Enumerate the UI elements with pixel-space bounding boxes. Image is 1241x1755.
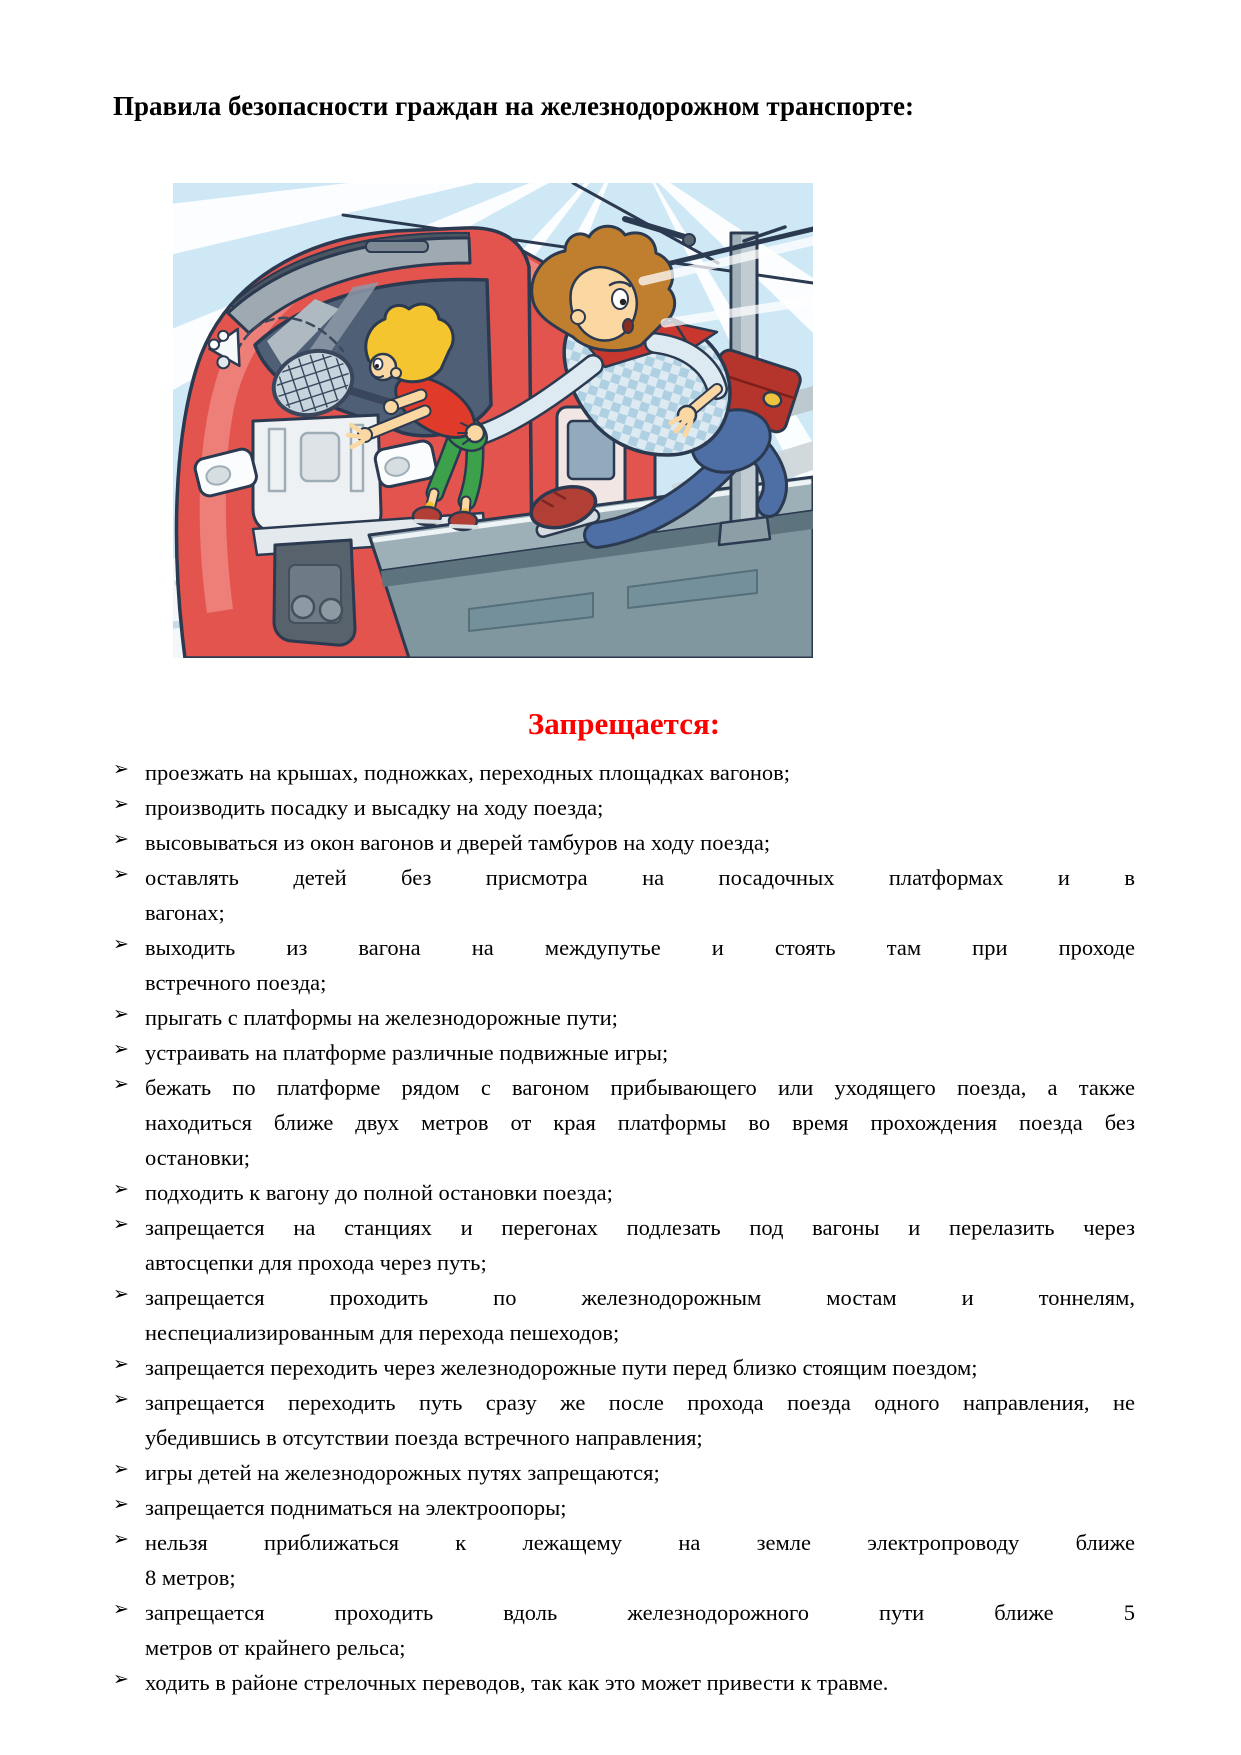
list-item-line: бежать по платформе рядом с вагоном прибывающего или уходящего поезда, а также — [145, 1075, 1135, 1100]
list-item-line: запрещается на станциях и перегонах подлезать под вагоны и перелазить через — [145, 1215, 1135, 1240]
list-item — [113, 790, 1135, 825]
list-item-line: запрещается переходить путь сразу же после прохода поезда одного направления, не — [145, 1390, 1135, 1415]
arrow-bullet-icon: ➢ — [113, 1388, 129, 1410]
list-item — [113, 825, 1135, 860]
safety-cartoon-image — [173, 183, 813, 658]
list-item-line: прыгать с платформы на железнодорожные пути; — [145, 1005, 618, 1030]
list-item — [113, 1210, 1135, 1280]
list-item-line: высовываться из окон вагонов и дверей тамбуров на ходу поезда; — [145, 830, 771, 855]
arrow-bullet-icon: ➢ — [113, 933, 129, 955]
list-item-line: встречного поезда; — [145, 970, 327, 995]
list-item-line: выходить из вагона на междупутье и стоять там при проходе — [145, 935, 1135, 960]
list-item — [113, 1070, 1135, 1175]
list-item — [113, 930, 1135, 1000]
arrow-bullet-icon: ➢ — [113, 1003, 129, 1025]
arrow-bullet-icon: ➢ — [113, 1493, 129, 1515]
arrow-bullet-icon: ➢ — [113, 758, 129, 780]
list-item — [113, 1665, 1135, 1700]
list-item — [113, 1385, 1135, 1455]
list-item-line: 8 метров; — [145, 1565, 236, 1590]
arrow-bullet-icon: ➢ — [113, 1073, 129, 1095]
arrow-bullet-icon: ➢ — [113, 1213, 129, 1235]
list-item-line: оставлять детей без присмотра на посадочных платформах и в — [145, 865, 1135, 890]
list-item — [113, 1525, 1135, 1595]
arrow-bullet-icon: ➢ — [113, 1528, 129, 1550]
list-item — [113, 1280, 1135, 1350]
list-item-line: ходить в районе стрелочных переводов, так как это может привести к травме. — [145, 1670, 889, 1695]
cartoon-scene — [173, 183, 813, 658]
arrow-bullet-icon: ➢ — [113, 863, 129, 885]
list-item-line: метров от крайнего рельса; — [145, 1635, 406, 1660]
arrow-bullet-icon: ➢ — [113, 828, 129, 850]
list-item-line: подходить к вагону до полной остановки поезда; — [145, 1180, 613, 1205]
list-item-line: находиться ближе двух метров от края платформы во время прохождения поезда без — [145, 1110, 1135, 1135]
list-item-line: устраивать на платформе различные подвижные игры; — [145, 1040, 669, 1065]
list-item — [113, 1490, 1135, 1525]
arrow-bullet-icon: ➢ — [113, 1353, 129, 1375]
list-item — [113, 755, 1135, 790]
list-item-line: запрещается переходить через железнодорожные пути перед близко стоящим поездом; — [145, 1355, 978, 1380]
list-item-line: производить посадку и высадку на ходу поезда; — [145, 795, 604, 820]
list-item — [113, 1175, 1135, 1210]
arrow-bullet-icon: ➢ — [113, 1598, 129, 1620]
section-heading: Запрещается: — [527, 706, 721, 741]
list-item-line: нельзя приближаться к лежащему на земле электропроводу ближе — [145, 1530, 1135, 1555]
list-item-line: запрещается проходить по железнодорожным мостам и тоннелям, — [145, 1285, 1135, 1310]
list-item — [113, 1455, 1135, 1490]
list-item-line: запрещается подниматься на электроопоры; — [145, 1495, 567, 1520]
arrow-bullet-icon: ➢ — [113, 1038, 129, 1060]
list-item — [113, 860, 1135, 930]
arrow-bullet-icon: ➢ — [113, 1458, 129, 1480]
list-item-line: вагонах; — [145, 900, 225, 925]
list-item — [113, 1035, 1135, 1070]
list-item-line: игры детей на железнодорожных путях запрещаются; — [145, 1460, 660, 1485]
arrow-bullet-icon: ➢ — [113, 1283, 129, 1305]
list-item-line: автосцепки для прохода через путь; — [145, 1250, 487, 1275]
list-item-line: убедившись в отсутствии поезда встречного направления; — [145, 1425, 703, 1450]
prohibited-rules-list — [113, 755, 1135, 1700]
page-title: Правила безопасности граждан на железнодорожном транспорте: — [113, 91, 914, 121]
list-item-line: неспециализированным для перехода пешеходов; — [145, 1320, 620, 1345]
list-item — [113, 1350, 1135, 1385]
arrow-bullet-icon: ➢ — [113, 1178, 129, 1200]
list-item-line: запрещается проходить вдоль железнодорожного пути ближе 5 — [145, 1600, 1135, 1625]
list-item-line: остановки; — [145, 1145, 251, 1170]
list-item-line: проезжать на крышах, подножках, переходных площадках вагонов; — [145, 760, 791, 785]
arrow-bullet-icon: ➢ — [113, 793, 129, 815]
arrow-bullet-icon: ➢ — [113, 1668, 129, 1690]
list-item — [113, 1000, 1135, 1035]
list-item — [113, 1595, 1135, 1665]
